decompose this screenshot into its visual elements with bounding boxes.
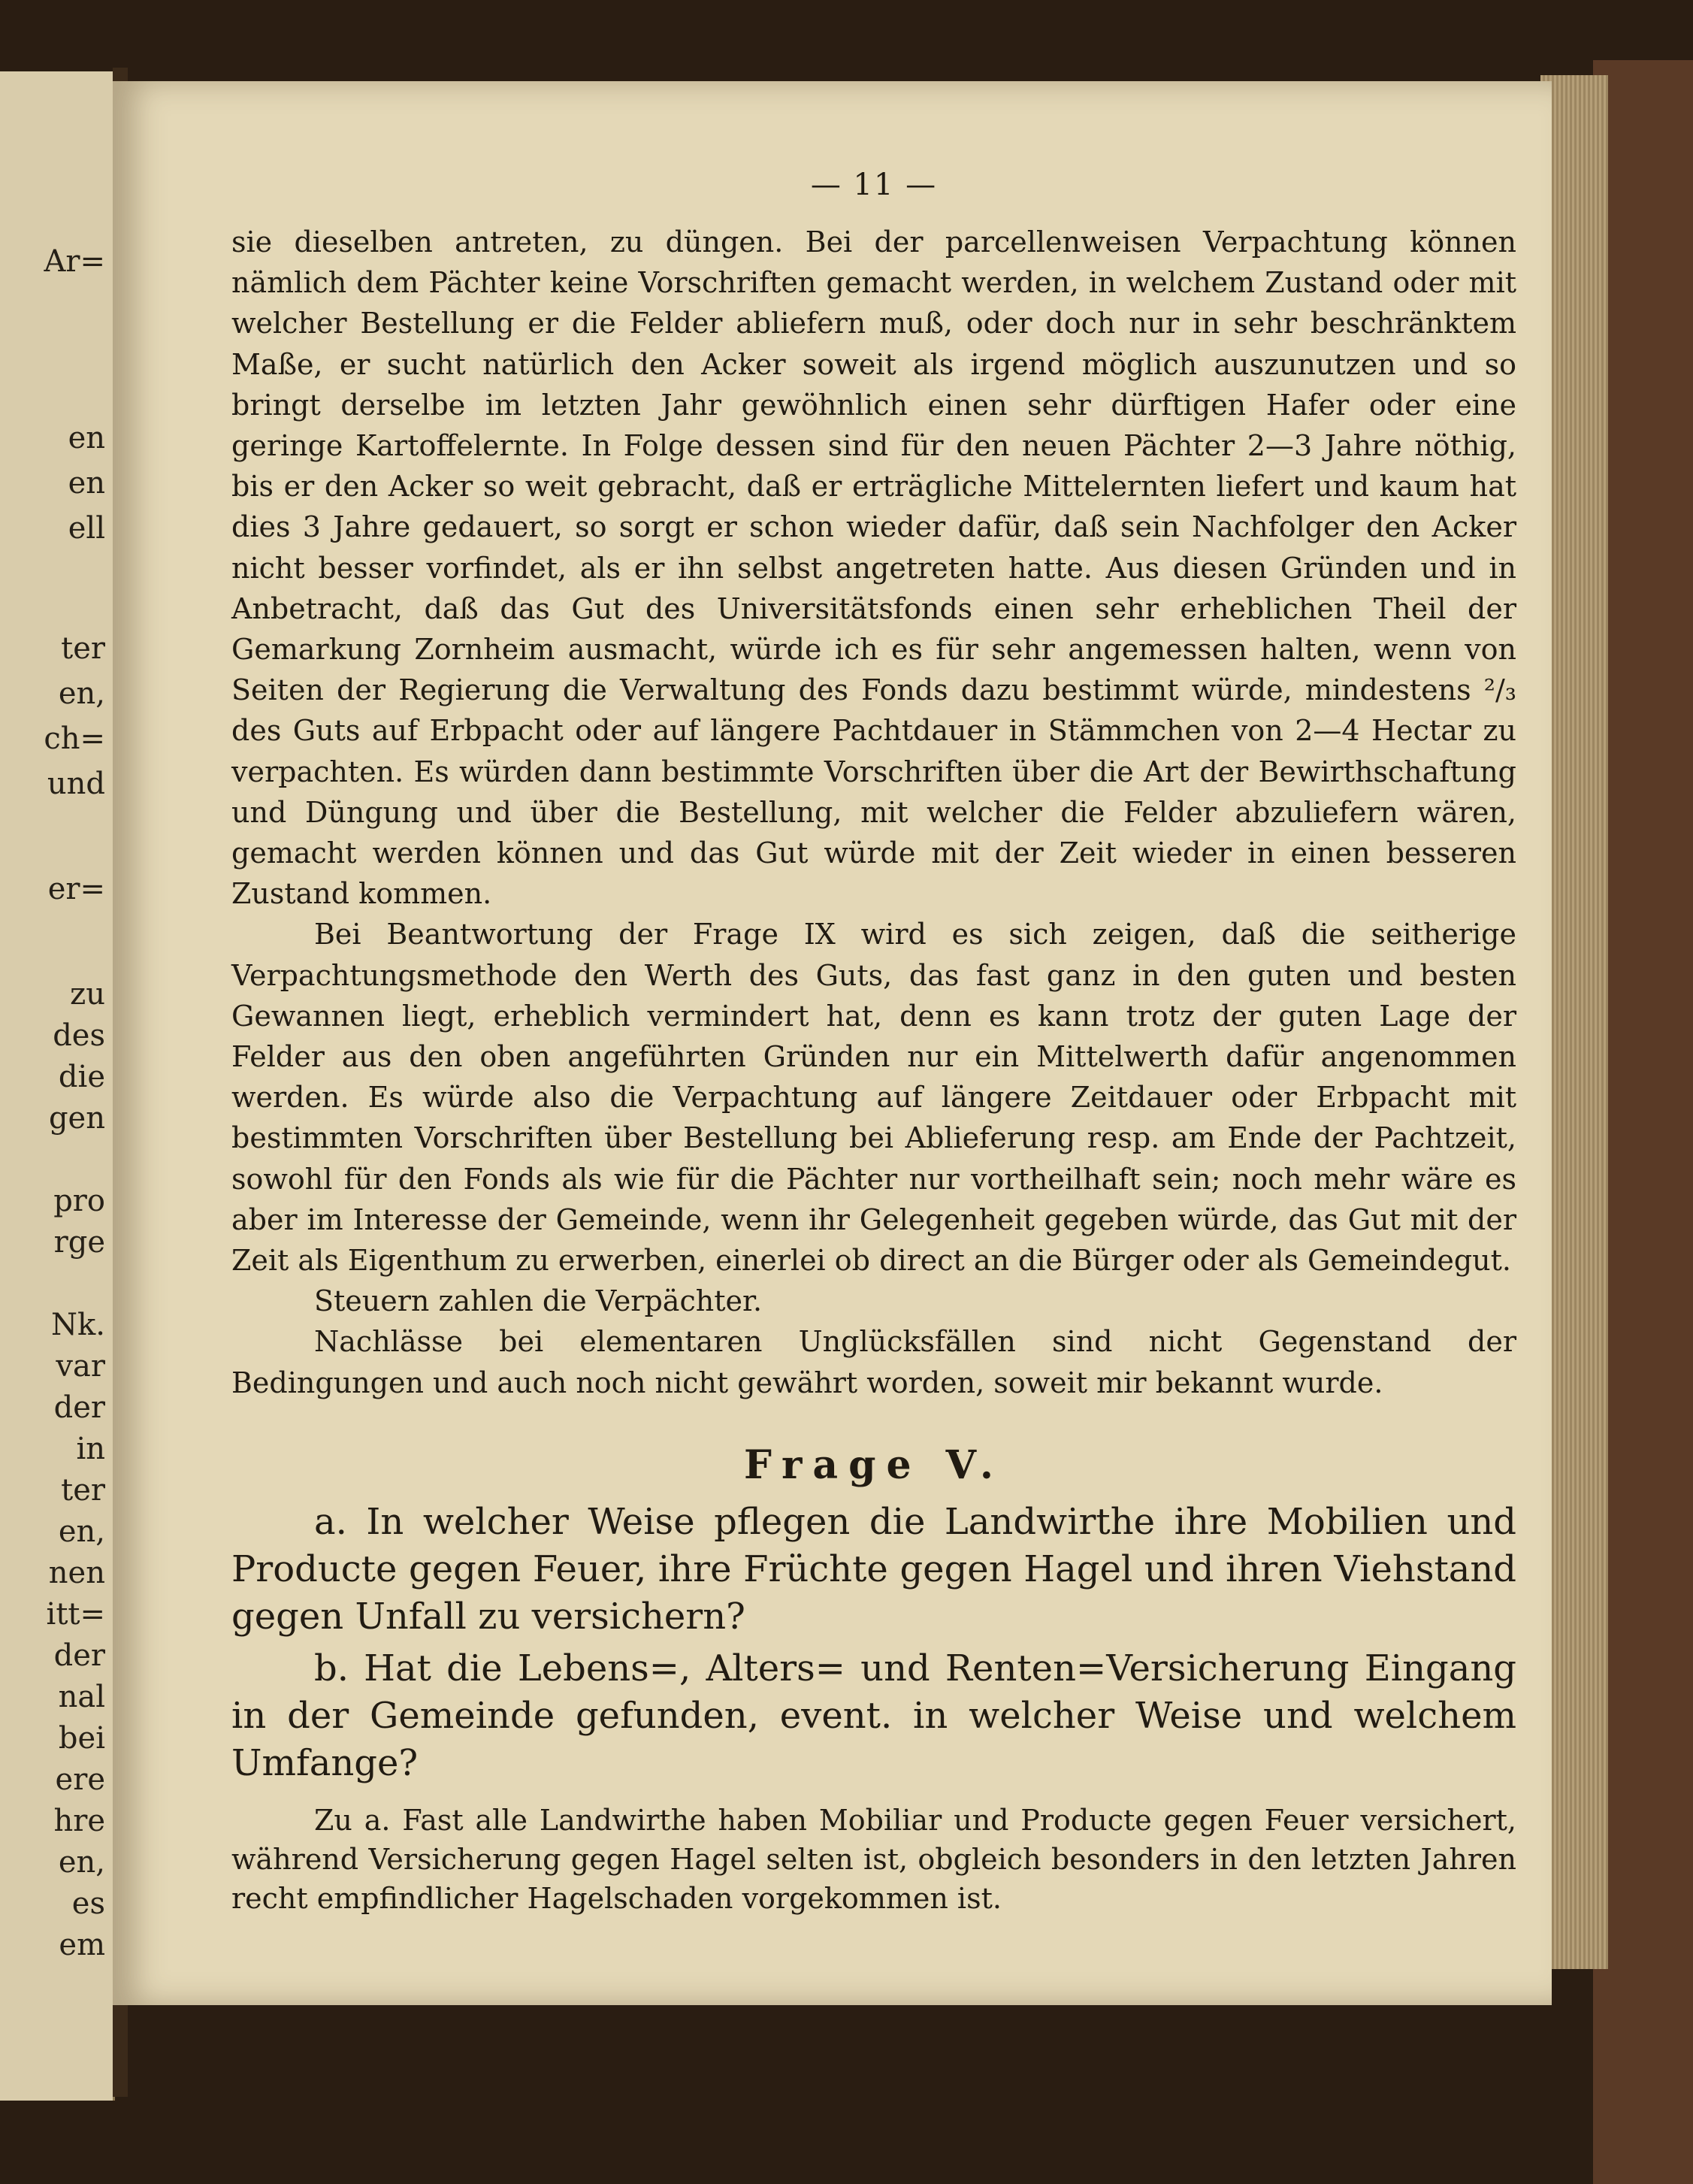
left-page-fragment: nen: [48, 1556, 105, 1590]
left-page-fragment: en,: [58, 676, 105, 711]
left-page-fragment: rge: [53, 1225, 105, 1260]
left-page-fragment: en,: [58, 1845, 105, 1880]
page-content: [231, 168, 1516, 1918]
right-page: [113, 81, 1552, 2005]
left-page-fragment: ere: [55, 1762, 105, 1797]
paragraph: Bei Beantwortung der Frage IX wird es sich zeigen, daß die seitherige Verpachtungsmethode den Werth des Guts, das fast ganz in den guten und besten Gewannen liegt, erheblich vermindert hat, denn es kann trotz der guten Lage der Felder aus den oben angeführten Gründen nur ein Mittelwerth dafür angenommen werden. Es würde also die Verpachtung auf längere Zeitdauer oder Erbpacht mit bestimmten Vorschriften über Bestellung bei Ablieferung resp. am Ende der Pachtzeit, sowohl für den Fonds als wie für die Pächter nur vortheilhaft sein; noch mehr wäre es aber im Interesse der Gemeinde, wenn ihr Gelegenheit gegeben würde, das Gut mit der Zeit als Eigenthum zu erwerben, einerlei ob direct an die Bürger oder als Gemeindegut.: [231, 918, 1516, 1278]
left-page-fragment: gen: [48, 1101, 105, 1136]
left-page-fragment: der: [53, 1638, 105, 1673]
left-page-fragment: nal: [58, 1680, 105, 1714]
left-page-fragment: er=: [47, 872, 105, 906]
paragraph: sie dieselben antreten, zu düngen. Bei der parcellenweisen Verpachtung können nämlich dem Pächter keine Vorschriften gemacht werden, in welchem Zustand oder mit welcher Bestellung er die Felder abliefern muß, oder doch nur in sehr beschränktem Maße, er sucht natürlich den Acker soweit als irgend möglich auszunutzen und so bringt derselbe im letzten Jahr gewöhnlich einen sehr dürftigen Hafer oder eine geringe Kartoffelernte. In Folge dessen sind für den neuen Pächter 2—3 Jahre nöthig, bis er den Acker so weit gebracht, daß er erträgliche Mittelernten liefert und kaum hat dies 3 Jahre gedauert, so sorgt er schon wieder dafür, daß sein Nachfolger den Acker nicht besser vorfindet, als er ihn selbst angetreten hatte. Aus diesen Gründen und in Anbetracht, daß das Gut des Universitätsfonds einen sehr erheblichen Theil der Gemarkung Zornheim ausmacht, würde ich es für sehr angemessen halten, wenn von Seiten der Regierung die Verwaltung des Fonds dazu bestimmt würde, mindestens ²/₃ des Guts auf Erbpacht oder auf längere Pachtdauer in Stämmchen von 2—4 Hectar zu verpachten. Es würden dann bestimmte Vorschriften über die Art der Bewirthschaftung und Düngung und über die Bestellung, mit welcher die Felder abzuliefern wären, gemacht werden können und das Gut würde mit der Zeit wieder in einen besseren Zustand kommen.: [231, 225, 1516, 911]
question-a: a. In welcher Weise pflegen die Landwirthe ihre Mobilien und Producte gegen Feuer, ihre Früchte gegen Hagel und ihren Viehstand gegen Unfall zu versichern?: [231, 1500, 1516, 1638]
left-page-fragment: ter: [61, 1473, 105, 1508]
answer-a: Zu a. Fast alle Landwirthe haben Mobiliar und Producte gegen Feuer versichert, während Versicherung gegen Hagel selten ist, obgleich besonders in den letzten Jahren recht empfindlicher Hagelschaden vorgekommen ist.: [231, 1803, 1516, 1915]
left-page-fragment: ter: [61, 631, 105, 666]
left-page-fragment: die: [58, 1060, 105, 1094]
left-page-fragment: ell: [68, 511, 105, 546]
left-page-fragment: var: [56, 1349, 105, 1384]
left-page-fragment: zu: [70, 977, 105, 1012]
left-page-fragment: pro: [53, 1184, 105, 1218]
page-number: — 11 —: [810, 168, 938, 202]
left-page-fragment: en: [68, 421, 105, 455]
left-page-fragment: ch=: [44, 721, 105, 756]
question-b: b. Hat die Lebens=, Alters= und Renten=Versicherung Eingang in der Gemeinde gefunden, event. in welcher Weise und welchem Umfange?: [231, 1647, 1516, 1784]
left-page-fragment: em: [59, 1928, 105, 1962]
left-page-fragment: des: [53, 1018, 105, 1053]
left-page: [0, 71, 115, 2101]
paragraph: Steuern zahlen die Verpächter.: [314, 1284, 763, 1318]
left-page-fragment: es: [71, 1886, 105, 1921]
left-page-fragment: hre: [53, 1804, 105, 1838]
left-page-fragment: in: [76, 1432, 105, 1466]
section-heading: Frage V.: [744, 1441, 1004, 1488]
left-page-fragment: bei: [58, 1721, 105, 1756]
left-page-fragment: en: [68, 466, 105, 501]
left-page-fragment: itt=: [46, 1597, 105, 1632]
left-page-fragment: und: [47, 767, 105, 801]
left-page-fragment: Nk.: [51, 1308, 105, 1342]
left-page-fragment: en,: [58, 1514, 105, 1549]
left-page-fragment: der: [53, 1390, 105, 1425]
left-page-fragment: Ar=: [44, 244, 105, 279]
paragraph: Nachlässe bei elementaren Unglücksfällen sind nicht Gegenstand der Bedingungen und auch noch nicht gewährt worden, soweit mir bekannt wurde.: [231, 1325, 1516, 1399]
